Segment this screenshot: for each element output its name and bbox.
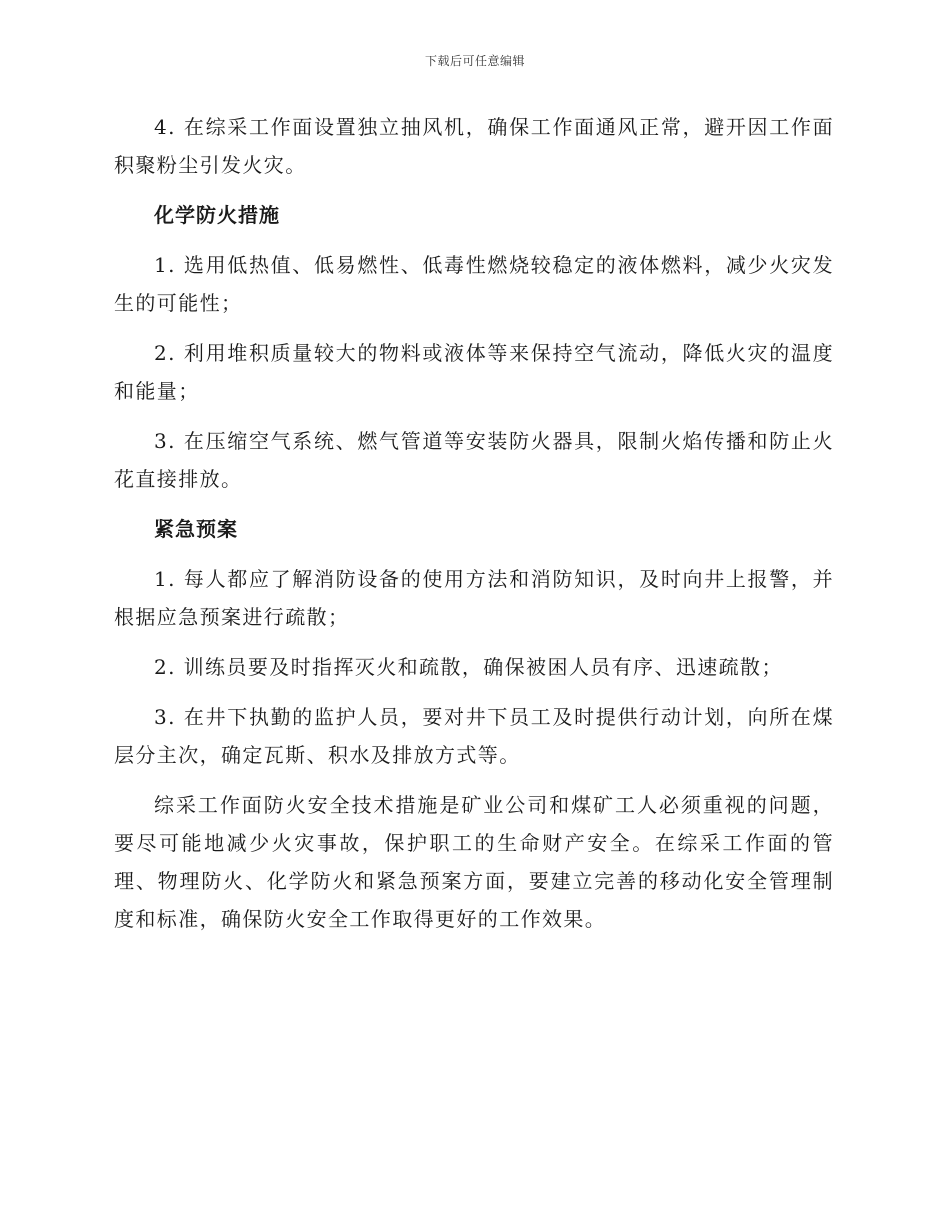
paragraph-emergency-item-2: 2. 训练员要及时指挥灭火和疏散，确保被困人员有序、迅速疏散； — [154, 655, 783, 679]
page-header: 下载后可任意编辑 — [424, 54, 525, 68]
paragraph-chemical-item-1: 1. 选用低热值、低易燃性、低毒性燃烧较稳定的液体燃料，减少火灾发生的可能性； — [114, 253, 834, 315]
section-heading-emergency-plan: 紧急预案 — [154, 517, 238, 541]
paragraph-chemical-item-3: 3. 在压缩空气系统、燃气管道等安装防火器具，限制火焰传播和防止火花直接排放。 — [114, 429, 834, 491]
paragraph-chemical-item-2: 2. 利用堆积质量较大的物料或液体等来保持空气流动，降低火灾的温度和能量； — [114, 341, 834, 403]
paragraph-emergency-item-3: 3. 在井下执勤的监护人员，要对井下员工及时提供行动计划，向所在煤层分主次，确定瓦斯、积水及排放方式等。 — [114, 705, 834, 767]
section-heading-chemical-fire-prevention: 化学防火措施 — [154, 203, 280, 227]
paragraph-emergency-item-1: 1. 每人都应了解消防设备的使用方法和消防知识，及时向井上报警，并根据应急预案进行疏散； — [114, 567, 834, 629]
paragraph-item-4-ventilation: 4. 在综采工作面设置独立抽风机，确保工作面通风正常，避开因工作面积聚粉尘引发火灾。 — [114, 115, 834, 177]
document-body — [114, 108, 834, 950]
paragraph-conclusion: 综采工作面防火安全技术措施是矿业公司和煤矿工人必须重视的问题，要尽可能地减少火灾事故，保护职工的生命财产安全。在综采工作面的管理、物理防火、化学防火和紧急预案方面，要建立完善的移动化安全管理制度和标准，确保防火安全工作取得更好的工作效果。 — [114, 793, 834, 931]
